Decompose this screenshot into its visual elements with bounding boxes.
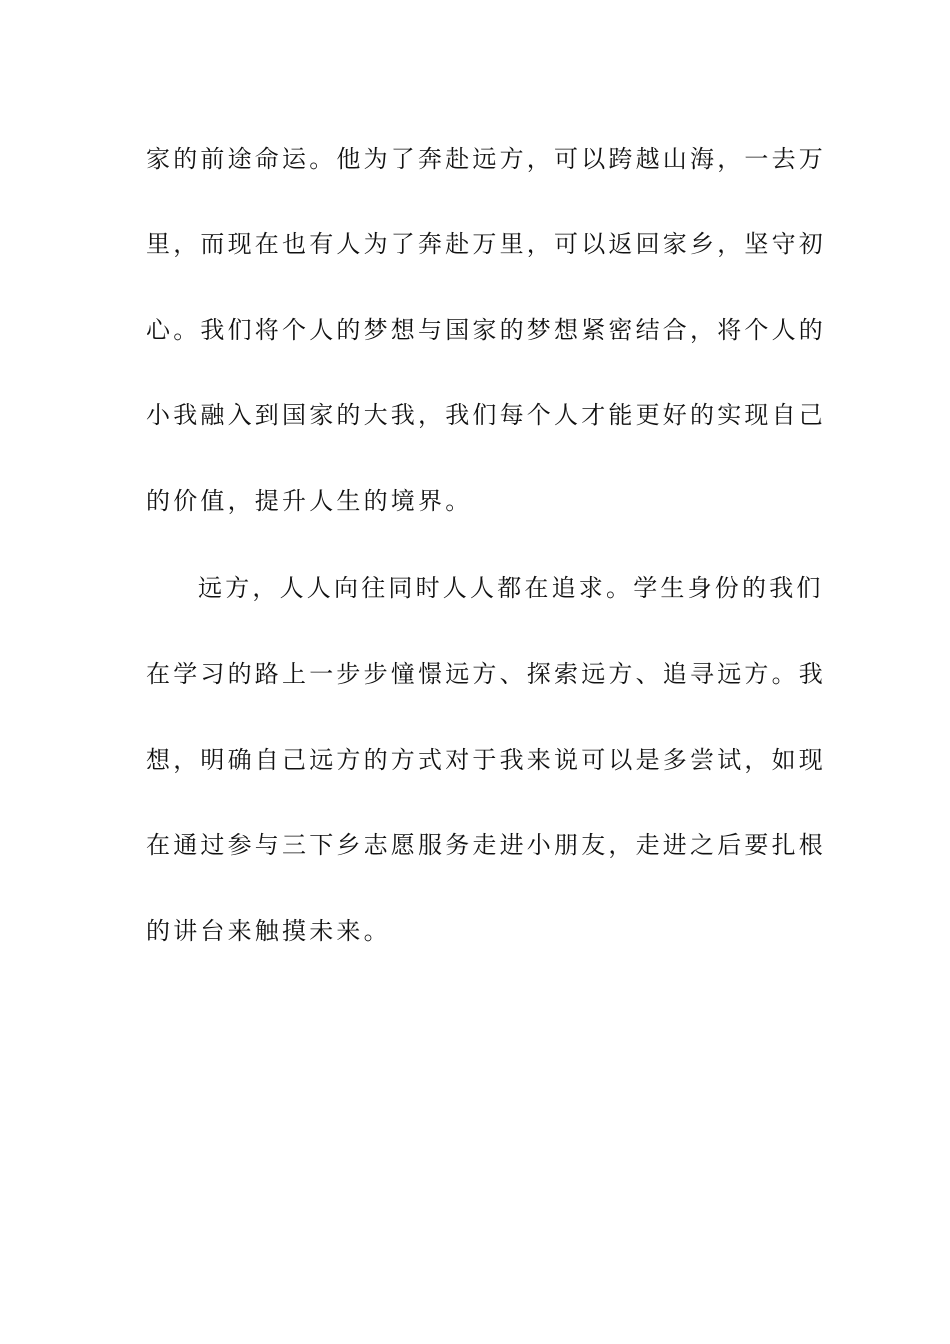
paragraph-2-line-3: 想，明确自己远方的方式对于我来说可以是多尝试，如现 <box>146 746 826 774</box>
paragraph-2-line-1: 远方，人人向往同时人人都在追求。学生身份的我们 <box>198 574 824 602</box>
paragraph-1-line-3: 心。我们将个人的梦想与国家的梦想紧密结合，将个人的 <box>146 316 826 344</box>
paragraph-2-line-2: 在学习的路上一步步憧憬远方、探索远方、追寻远方。我 <box>146 660 826 688</box>
paragraph-2-line-4: 在通过参与三下乡志愿服务走进小朋友，走进之后要扎根 <box>146 831 826 859</box>
paragraph-1-line-1: 家的前途命运。他为了奔赴远方，可以跨越山海，一去万 <box>146 145 826 173</box>
paragraph-1-line-2: 里，而现在也有人为了奔赴万里，可以返回家乡，坚守初 <box>146 230 826 258</box>
paragraph-1-line-4: 小我融入到国家的大我，我们每个人才能更好的实现自己 <box>146 401 826 429</box>
paragraph-2-line-5: 的讲台来触摸未来。 <box>146 917 391 945</box>
paragraph-1-line-5: 的价值，提升人生的境界。 <box>146 487 473 515</box>
